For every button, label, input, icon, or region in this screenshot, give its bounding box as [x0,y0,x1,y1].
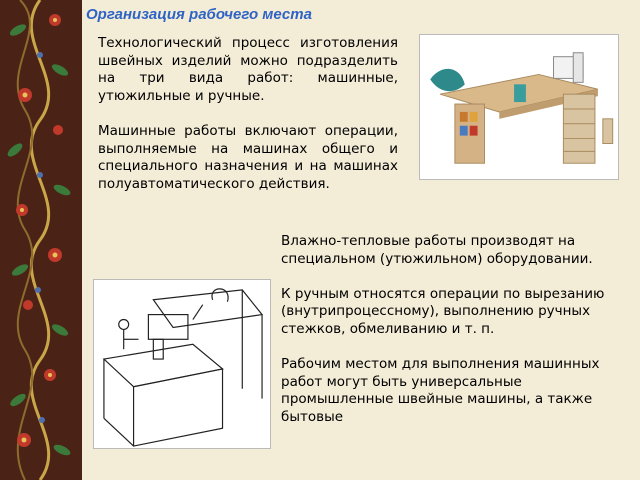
floral-ornament-border [0,0,82,480]
paragraph-steam-work: Влажно-тепловые работы производят на специальном (утюжильном) оборудовании. [281,233,593,267]
sewing-furniture-photo [419,34,619,180]
slide-title: Организация рабочего места [86,6,312,23]
paragraph-manual-work: К ручным относятся операции по вырезанию (внутрипроцессному), выполнению ручных стежков, обмеливанию и т. п. [281,285,605,337]
right-text-block [281,233,637,427]
paragraph-work-types: Технологический процесс изготовления швейных изделий можно подразделить на три вида работ: машинные, утюжильные и ручные. [98,35,398,104]
left-text-block [98,35,398,193]
paragraph-workplace: Рабочим местом для выполнения машинных работ могут быть универсальные промышленные швейные машины, а также бытовые [281,356,600,425]
paragraph-machine-work: Машинные работы включают операции, выполняемые на машинах общего и специального назначения и на машинах полуавтоматического действия. [98,122,398,192]
workplace-sketch [93,279,271,449]
